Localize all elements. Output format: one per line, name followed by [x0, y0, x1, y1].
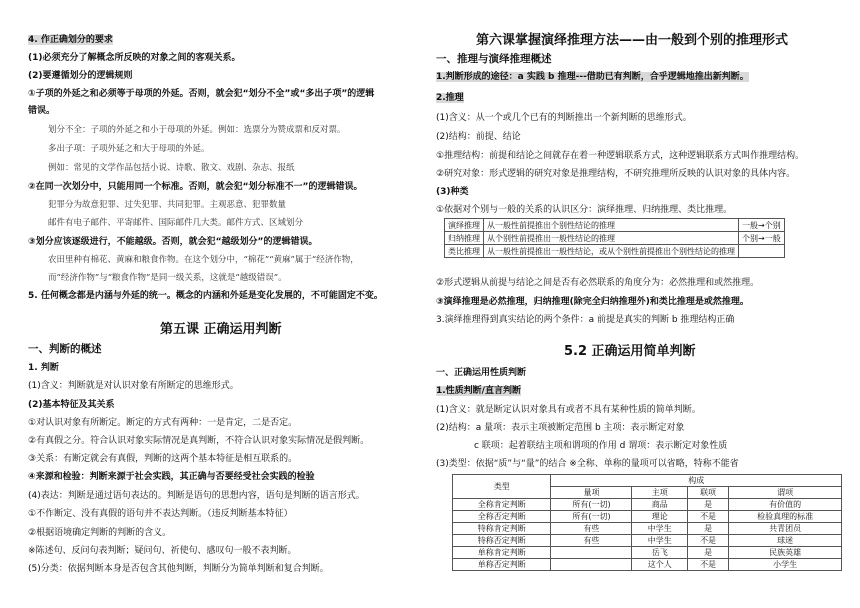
table-cell: 球迷 [729, 535, 842, 547]
table-header: 类型 [453, 475, 551, 499]
table-cell: 一般→个别 [739, 219, 785, 232]
table-row [453, 499, 842, 511]
table-cell: 中学生 [632, 535, 688, 547]
table-cell: 是 [687, 523, 728, 535]
table-cell: 检验真理的标准 [729, 511, 842, 523]
table-row [445, 219, 785, 232]
example-line: 邮件有电子邮件、平寄邮件、国际邮件几大类。邮件方式、区域划分 [48, 218, 304, 228]
table-cell: 有价值的 [729, 499, 842, 511]
table-cell: 有些 [551, 535, 632, 547]
example-line: 划分不全：子项的外延之和小于母项的外延。例如：选票分为赞成票和反对票。 [48, 125, 346, 135]
table-cell: 共青团员 [729, 523, 842, 535]
table-row [453, 511, 842, 523]
text-line: ③演绎推理是必然推理，归纳推理(除完全归纳推理外)和类比推理是或然推理。 [436, 297, 749, 307]
table-cell: 理论 [632, 511, 688, 523]
text-line: (2)结构：前提、结论 [436, 132, 521, 142]
text-line: ②在同一次划分中，只能用同一个标准。否则，就会犯“划分标准不一”的逻辑错误。 [28, 182, 363, 192]
text-line: (2)结构：a 量项：表示主项被断定范围 b 主项：表示断定对象 [436, 423, 685, 433]
table-cell: 特称肯定判断 [453, 523, 551, 535]
table-header: 量项 [551, 487, 632, 499]
text-line: 1.判断形成的途径：a 实践 b 推理---借助已有判断，合乎逻辑地推出新判断。 [436, 72, 749, 82]
sub-heading: 1.性质判断/直言判断 [436, 386, 521, 396]
table-cell: 民族英雄 [729, 547, 842, 559]
table-cell: 从一般性前提推出一般性结论，或从个别性前提推出个别性结论的推理 [484, 245, 739, 258]
table-cell: 单称肯定判断 [453, 547, 551, 559]
text-line: ④来源和检验：判断来源于社会实践，其正确与否要经受社会实践的检验 [28, 472, 315, 482]
table-row [453, 547, 842, 559]
lesson6-title: 第六课掌握演绎推理方法——由一般到个别的推理形式 [476, 33, 789, 48]
example-line: 而“经济作物”与“粮食作物”是同一级关系，这就是“越级错误”。 [48, 273, 287, 283]
table-cell: 不是 [687, 559, 728, 571]
table-cell: 个别→一般 [739, 232, 785, 245]
table-cell [551, 547, 632, 559]
example-line: 例如：常见的文学作品包括小说、诗歌、散文、戏剧、杂志、报纸 [48, 163, 295, 173]
text-line: 错误。 [28, 106, 56, 116]
text-line: c 联项：起着联结主项和谓项的作用 d 谓项：表示断定对象性质 [474, 441, 728, 451]
table-cell: 岳飞 [632, 547, 688, 559]
sub-heading: 1. 判断 [28, 363, 59, 373]
lesson52-title: 5.2 正确运用简单判断 [564, 344, 696, 359]
text-line: (1)必须充分了解概念所反映的对象之间的客观关系。 [28, 53, 241, 63]
text-line: (3)种类 [436, 187, 469, 197]
text-line: ②有真假之分。符合认识对象实际情况是真判断，不符合认识对象实际情况是假判断。 [28, 436, 370, 446]
table-header: 构成 [551, 475, 842, 487]
table-header: 主项 [632, 487, 688, 499]
text-line: ②形式逻辑从前提与结论之间是否有必然联系的角度分为：必然推理和或然推理。 [436, 278, 760, 288]
table-row [453, 535, 842, 547]
section-heading: 一、正确运用性质判断 [436, 368, 527, 378]
table-row [453, 559, 842, 571]
table-row [445, 232, 785, 245]
text-line: ①推理结构：前提和结论之间就存在着一种逻辑联系方式，这种逻辑联系方式叫作推理结构。 [436, 151, 805, 161]
example-line: 多出子项：子项外延之和大于母项的外延。 [48, 144, 210, 154]
table-cell: 不是 [687, 535, 728, 547]
table-cell: 商品 [632, 499, 688, 511]
table-cell: 中学生 [632, 523, 688, 535]
text-line: (2)要遵循划分的逻辑规则 [28, 71, 133, 81]
section-heading: 一、判断的概述 [28, 343, 102, 355]
text-line: (4)表达：判断是通过语句表达的。判断是语句的思想内容，语句是判断的语言形式。 [28, 491, 365, 501]
table-cell: 单称否定判断 [453, 559, 551, 571]
table-cell: 归纳推理 [445, 232, 484, 245]
table-cell: 是 [687, 547, 728, 559]
table-cell: 特称否定判断 [453, 535, 551, 547]
table-cell: 全称否定判断 [453, 511, 551, 523]
section-heading: 一、推理与演绎推理概述 [436, 53, 552, 65]
judgment-types-table [452, 474, 842, 571]
table-cell: 全称肯定判断 [453, 499, 551, 511]
table-cell: 小学生 [729, 559, 842, 571]
text-line: ※陈述句、反问句表判断；疑问句、祈使句、感叹句一般不表判断。 [28, 546, 297, 556]
table-cell: 演绎推理 [445, 219, 484, 232]
reasoning-types-table [444, 218, 785, 258]
text-line: ①不作断定、没有真假的语句并不表达判断。（违反判断基本特征） [28, 509, 293, 519]
table-cell [551, 559, 632, 571]
table-cell [739, 245, 785, 258]
table-cell: 不是 [687, 511, 728, 523]
table-row [445, 245, 785, 258]
section-4-title: 4. 作正确划分的要求 [28, 35, 113, 45]
text-line: 5. 任何概念都是内涵与外延的统一。概念的内涵和外延是变化发展的，不可能固定不变。 [28, 291, 383, 301]
table-header: 谓项 [729, 487, 842, 499]
table-cell: 从个别性前提推出一般性结论的推理 [484, 232, 739, 245]
text-line: ①对认识对象有所断定。断定的方式有两种：一是肯定，二是否定。 [28, 418, 298, 428]
text-line: (1)含义：从一个或几个已有的判断推出一个新判断的思维形式。 [436, 113, 692, 123]
table-cell: 是 [687, 499, 728, 511]
text-line: (1)含义：判断就是对认识对象有所断定的思维形式。 [28, 381, 239, 391]
text-line: ①依据对个别与一般的关系的认识区分：演绎推理、归纳推理、类比推理。 [436, 205, 733, 215]
lesson5-title: 第五课 正确运用判断 [160, 322, 282, 337]
table-cell: 所有(一切) [551, 499, 632, 511]
text-line: ①子项的外延之和必须等于母项的外延。否则，就会犯“划分不全”或“多出子项”的逻辑 [28, 89, 375, 99]
text-line: (3)类型：依据“质”与“量”的结合 ※全称、单称的量项可以省略，特称不能省 [436, 459, 739, 469]
example-line: 农田里种有棉花、黄麻和粮食作物。在这个划分中，“棉花”“黄麻”属于“经济作物， [48, 255, 359, 265]
text-line: 3.演绎推理得到真实结论的两个条件：a 前提是真实的判断 b 推理结构正确 [436, 315, 735, 325]
table-cell: 所有(一切) [551, 511, 632, 523]
text-line: (2)基本特征及其关系 [28, 400, 115, 410]
text-line: (5)分类：依据判断本身是否包含其他判断，判断分为简单判断和复合判断。 [28, 564, 329, 574]
table-cell: 类比推理 [445, 245, 484, 258]
table-cell: 从一般性前提推出个别性结论的推理 [484, 219, 739, 232]
text-line: ②研究对象：形式逻辑的研究对象是推理结构，不研究推理所反映的认识对象的具体内容。 [436, 169, 796, 179]
table-row [453, 523, 842, 535]
table-cell: 有些 [551, 523, 632, 535]
text-line: ②根据语境确定判断的判断的含义。 [28, 528, 172, 538]
text-line: ③划分应该逐级进行，不能越级。否则，就会犯“越级划分”的逻辑错误。 [28, 237, 318, 247]
text-line: ③关系：有断定就会有真假，判断的这两个基本特征是相互联系的。 [28, 454, 298, 464]
sub-heading: 2.推理 [436, 93, 464, 103]
text-line: (1)含义：就是断定认识对象具有或者不具有某种性质的简单判断。 [436, 405, 701, 415]
table-header: 联项 [687, 487, 728, 499]
table-cell: 这个人 [632, 559, 688, 571]
example-line: 犯罪分为故意犯罪、过失犯罪、共同犯罪。主观恶意、犯罪数量 [48, 200, 287, 210]
